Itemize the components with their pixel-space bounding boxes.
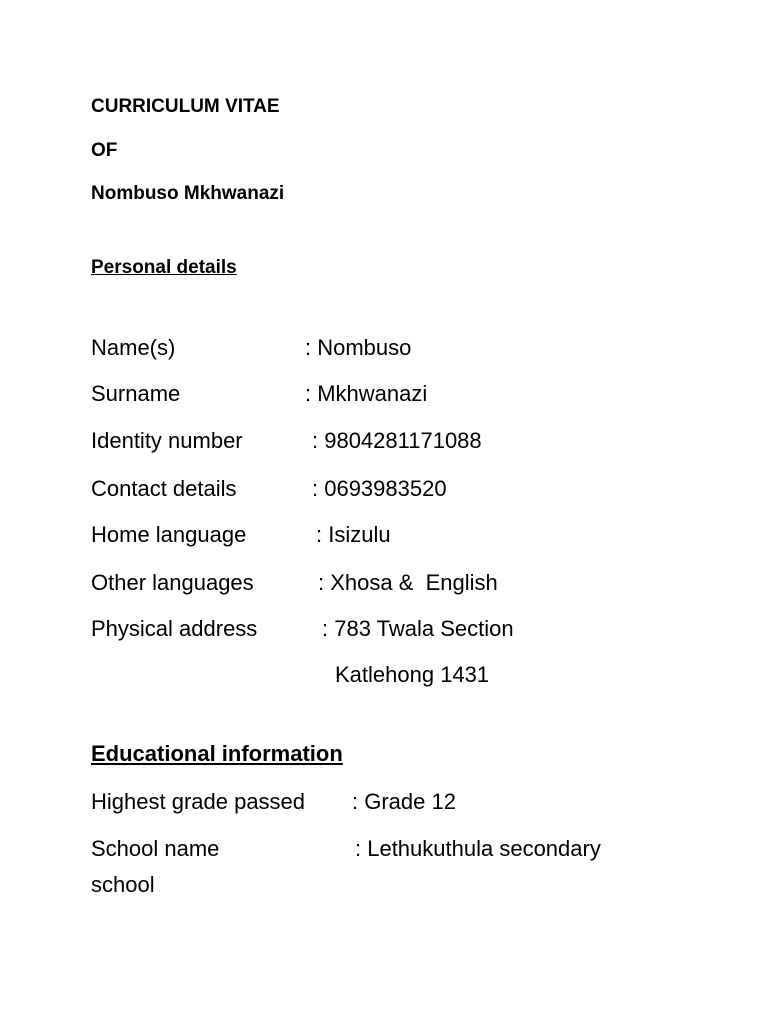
names-value: : Nombuso: [305, 335, 412, 360]
home-language-label: Home language: [91, 522, 247, 547]
cv-title: CURRICULUM VITAE: [91, 96, 280, 117]
school-name-value: : Lethukuthula secondary: [355, 836, 601, 861]
highest-grade-label: Highest grade passed: [91, 789, 306, 814]
school-name-line2: school: [91, 872, 155, 897]
names-label: Name(s): [91, 335, 176, 360]
physical-address-value: : 783 Twala Section: [322, 616, 514, 641]
personal-details-heading: Personal details: [91, 257, 237, 278]
identity-number-label: Identity number: [91, 428, 243, 453]
home-language-value: : Isizulu: [316, 522, 391, 547]
educational-information-heading: Educational information: [91, 741, 343, 766]
contact-details-label: Contact details: [91, 476, 237, 501]
school-name-label: School name: [91, 836, 220, 861]
highest-grade-value: : Grade 12: [352, 789, 456, 814]
cv-title-of: OF: [91, 140, 118, 161]
physical-address-line2: Katlehong 1431: [335, 662, 490, 687]
identity-number-value: : 9804281171088: [312, 428, 482, 453]
surname-label: Surname: [91, 381, 181, 406]
physical-address-label: Physical address: [91, 616, 258, 641]
other-languages-value: : Xhosa & English: [318, 570, 498, 595]
cv-owner-name: Nombuso Mkhwanazi: [91, 183, 285, 204]
contact-details-value: : 0693983520: [312, 476, 447, 501]
surname-value: : Mkhwanazi: [305, 381, 428, 406]
other-languages-label: Other languages: [91, 570, 254, 595]
